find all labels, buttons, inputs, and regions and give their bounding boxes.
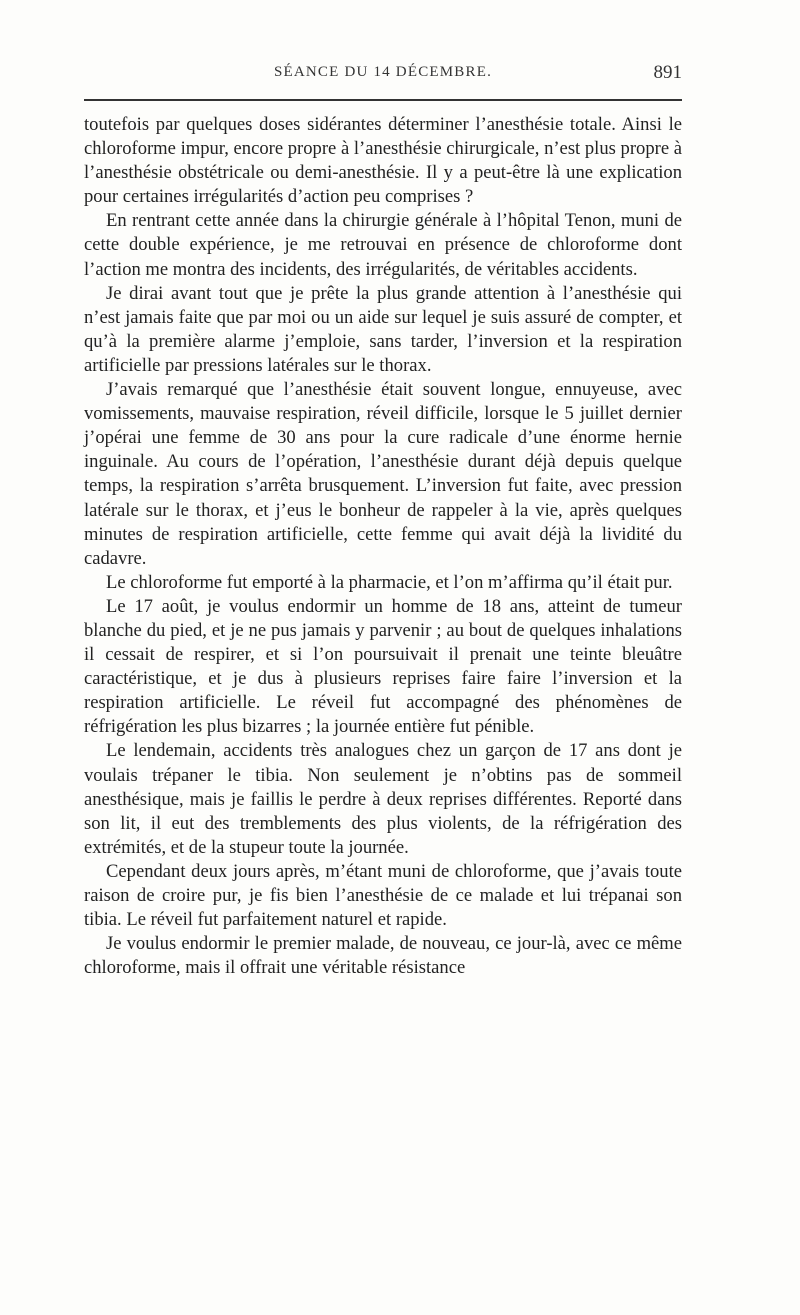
paragraph: En rentrant cette année dans la chirurgie générale à l’hôpital Tenon, muni de cette double expérience, je me retrouvai en présence de chloroforme dont l’action me montra des incidents, des irrégularités, de véritables accidents. <box>84 210 682 280</box>
page-number: 891 <box>653 62 682 83</box>
paragraph: Je voulus endormir le premier malade, de nouveau, ce jour-là, avec ce même chloroforme, mais il offrait une véritable résistance <box>84 933 682 979</box>
paragraph: Je dirai avant tout que je prête la plus grande attention à l’anesthésie qui n’est jamais faite que par moi ou un aide sur lequel je suis assuré de compter, et qu’à la première alarme j’emploie, sans tarder, l’inversion et la respiration artificielle par pressions latérales sur le thorax. <box>84 282 682 376</box>
paragraph: Le 17 août, je voulus endormir un homme de 18 ans, atteint de tumeur blanche du pied, et je ne pus jamais y parvenir ; au bout de quelques inhalations il cessait de respirer, et si l’on poursuivait il prenait une teinte bleuâtre caractéristique, et je dus à plusieurs reprises faire faire l’inversion et la respiration artificielle. Le réveil fut accompagné des phénomènes de réfrigération les plus bizarres ; la journée entière fut pénible. <box>84 595 682 738</box>
paragraph: Cependant deux jours après, m’étant muni de chloroforme, que j’avais toute raison de croire pur, je fis bien l’anesthésie de ce malade et lui trépanai son tibia. Le réveil fut parfaitement naturel et rapide. <box>84 860 682 931</box>
running-head <box>84 64 682 88</box>
paragraph: Le chloroforme fut emporté à la pharmacie, et l’on m’affirma qu’il était pur. <box>106 571 673 593</box>
paragraph-continuation: toutefois par quelques doses sidérantes déterminer l’anesthésie totale. Ainsi le chloroforme impur, encore propre à l’anesthésie chirurgicale, n’est plus propre à l’anesthésie obstétricale ou demi-anesthésie. Il y a peut-être là une explication pour certaines irrégularités d’action peu comprises ? <box>84 114 682 208</box>
running-head-title: SÉANCE DU 14 DÉCEMBRE. <box>273 64 493 80</box>
paragraph: Le lendemain, accidents très analogues chez un garçon de 17 ans dont je voulais trépaner le tibia. Non seulement je n’obtins pas de sommeil anesthésique, mais je faillis le perdre à deux reprises différentes. Reporté dans son lit, il eut des tremblements des plus violents, de la réfrigération des extrémités, et de la stupeur toute la journée. <box>84 740 682 858</box>
paragraph: J’avais remarqué que l’anesthésie était souvent longue, ennuyeuse, avec vomissements, mauvaise respiration, réveil difficile, lorsque le 5 juillet dernier j’opérai une femme de 30 ans pour la cure radicale d’une énorme hernie inguinale. Au cours de l’opération, l’anesthésie durant déjà depuis quelque temps, la respiration s’arrêta brusquement. L’inversion fut faite, avec pression latérale sur le thorax, et j’eus le bonheur de rappeler à la vie, après quelques minutes de respiration artificielle, cette femme qui avait déjà la lividité du cadavre. <box>84 379 682 569</box>
body-text <box>84 113 682 980</box>
header-rule <box>84 99 682 101</box>
